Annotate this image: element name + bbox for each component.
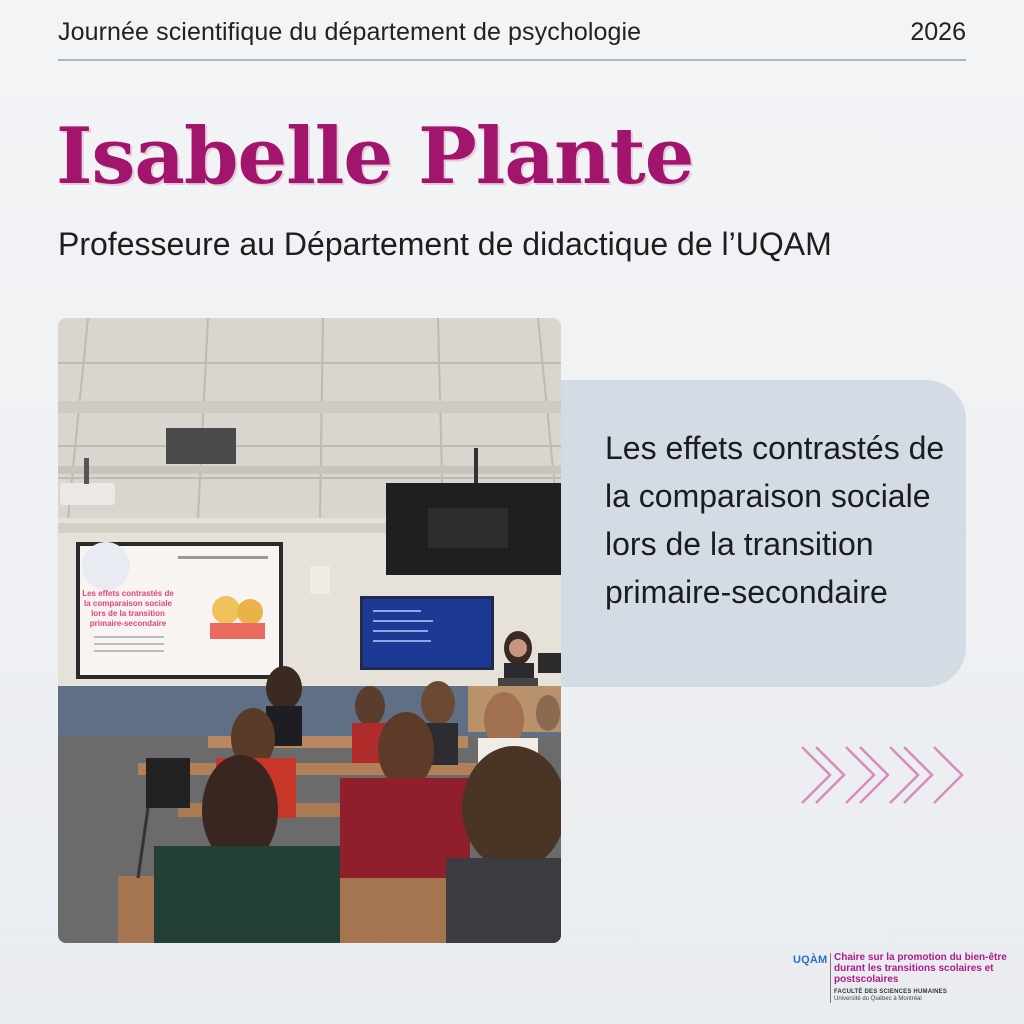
speaker-role: Professeure au Département de didactique de l’UQAM bbox=[58, 226, 832, 262]
uqam-logo-text: UQÀM bbox=[793, 954, 828, 966]
chaire-logo bbox=[793, 952, 1013, 1008]
svg-text:primaire-secondaire: primaire-secondaire bbox=[89, 619, 167, 628]
faculty-name: FACULTÉ DES SCIENCES HUMAINES bbox=[834, 989, 948, 995]
chaire-name: Chaire sur la promotion du bien-être durant les transitions scolaires et postscolaires bbox=[834, 952, 1007, 985]
event-title: Journée scientifique du département de psychologie bbox=[58, 18, 642, 46]
university-name: Université du Québec à Montréal bbox=[834, 996, 922, 1002]
talk-title: Les effets contrastés de la comparaison sociale lors de la transition primaire-secondaire bbox=[605, 430, 945, 610]
logo-divider bbox=[830, 953, 831, 1003]
svg-text:Les effets contrastés de: Les effets contrastés de bbox=[82, 589, 174, 598]
speaker-name: Isabelle Plante bbox=[56, 111, 694, 202]
chevron-arrows-icon bbox=[800, 745, 970, 805]
svg-text:la comparaison sociale: la comparaison sociale bbox=[83, 599, 173, 608]
svg-text:lors de la transition: lors de la transition bbox=[91, 609, 165, 618]
classroom-photo bbox=[58, 318, 561, 943]
event-year: 2026 bbox=[910, 18, 966, 46]
header-divider bbox=[58, 59, 966, 61]
